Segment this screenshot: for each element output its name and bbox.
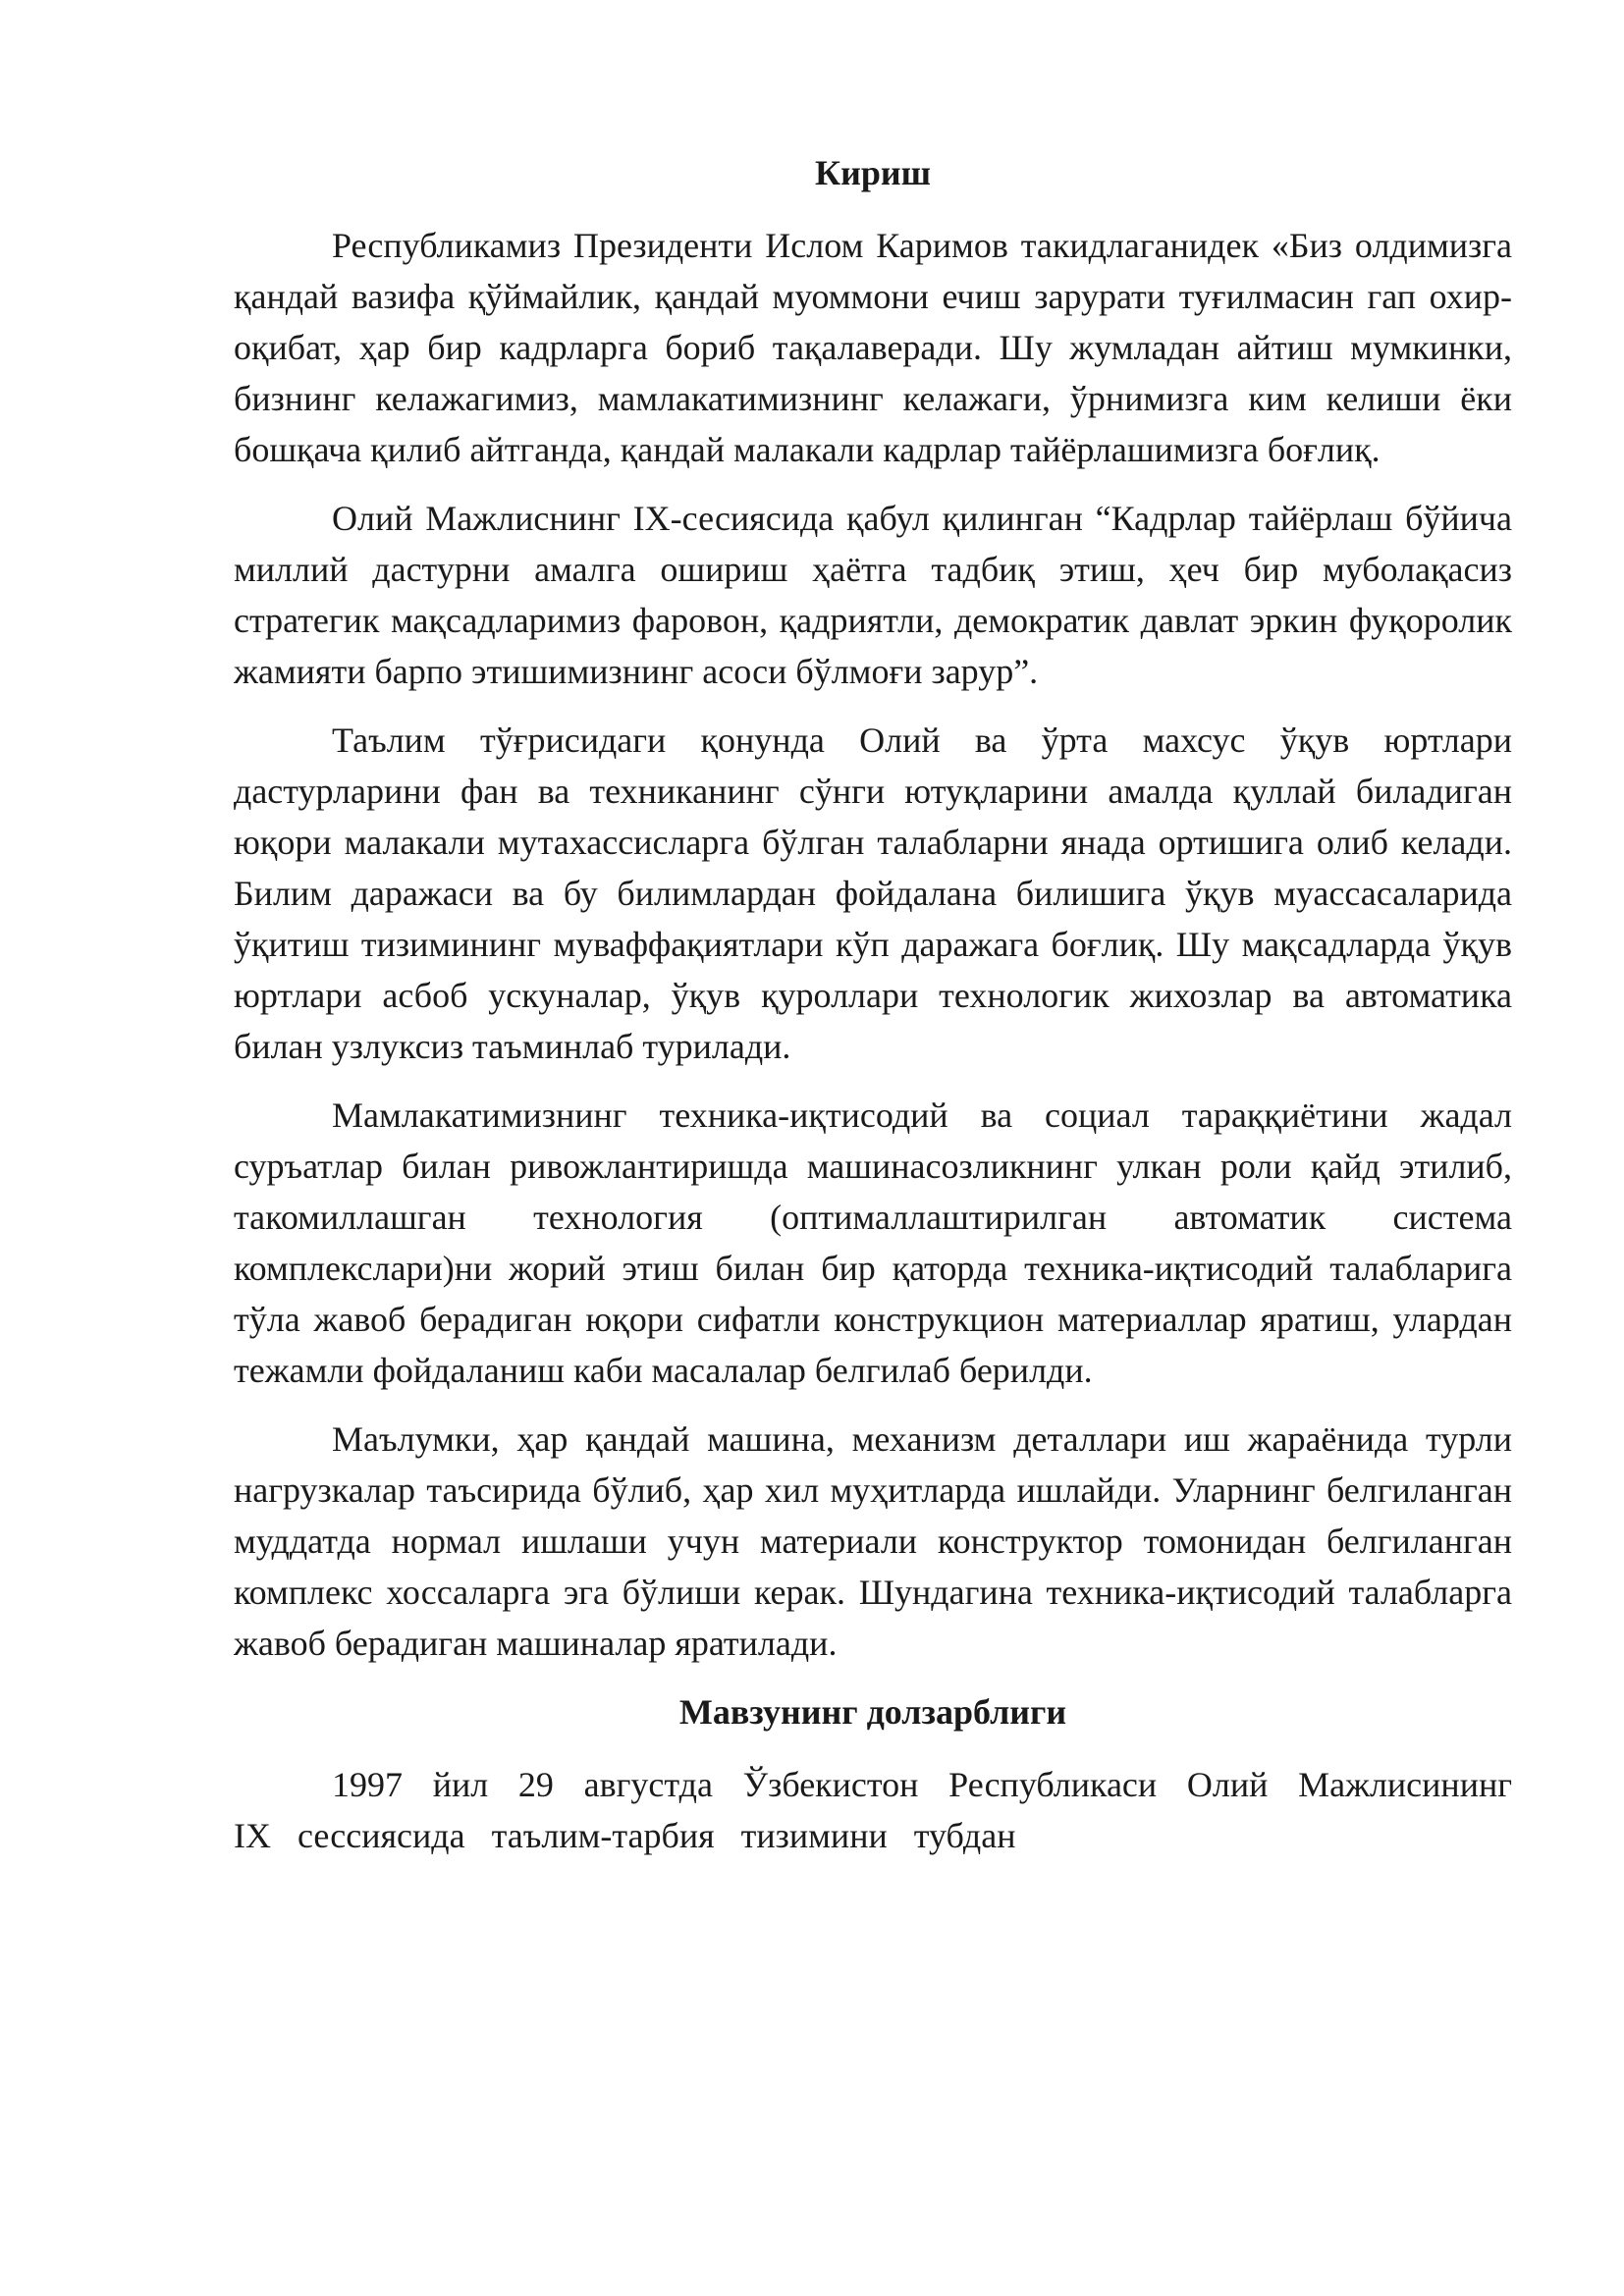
paragraph-president-quote: Республикамиз Президенти Ислом Каримов такидлаганидек «Биз олдимизга қандай вазифа қўймайлик, қандай муоммони ечиш зарурати туғилмасин гап охир-оқибат, ҳар бир кадрларга бориб тақалаверади. Шу жумладан айтиш мумкинки, бизнинг келажагимиз, мамлакатимизнинг келажаги, ўрнимизга ким келиши ёки бошқача қилиб айтганда, қандай малакали кадрлар тайёрлашимизга боғлиқ. (234, 226, 1512, 469)
paragraph-oliy-majlis: Олий Мажлиснинг IX-сесиясида қабул қилинган “Кадрлар тайёрлаш бўйича миллий дастурни амалга ошириш ҳаётга тадбиқ этиш, ҳеч бир муболақасиз стратегик мақсадларимиз фаровон, қадриятли, демократик давлат эркин фуқоролик жамияти барпо этишимизнинг асоси бўлмоғи зарур”. (234, 499, 1512, 691)
document-body (234, 147, 1512, 1861)
paragraph-topic-relevance: 1997 йил 29 августда Ўзбекистон Республикаси Олий Мажлисининг IX сессиясида таълим-тарбия тизимини тубдан (234, 1765, 1512, 1855)
paragraph-education-law: Таълим тўғрисидаги қонунда Олий ва ўрта махсус ўқув юртлари дастурларини фан ва техниканинг сўнги ютуқларини амалда қуллай биладиган юқори малакали мутахассисларга бўлган талабларни янада ортишига олиб келади. Билим даражаси ва бу билимлардан фойдалана билишига ўқув муассасаларида ўқитиш тизимининг муваффақиятлари кўп даражага боғлиқ. Шу мақсадларда ўқув юртлари асбоб ускуналар, ўқув қуроллари технологик жихозлар ва автоматика билан узлуксиз таъминлаб турилади. (234, 721, 1512, 1066)
intro-heading: Кириш (814, 153, 931, 192)
paragraph-machine-building: Мамлакатимизнинг техника-иқтисодий ва социал тараққиётини жадал суръатлар билан ривожлантиришда машинасозликнинг улкан роли қайд этилиб, такомиллашган технология (оптималлаштирилган автоматик система комплекслари)ни жорий этиш билан бир қаторда техника-иқтисодий талабларига тўла жавоб берадиган юқори сифатли конструкцион материаллар яратиш, улардан тежамли фойдаланиш каби масалалар белгилаб берилди. (234, 1095, 1512, 1390)
paragraph-machine-details: Маълумки, ҳар қандай машина, механизм деталлари иш жараёнида турли нагрузкалар таъсирида бўлиб, ҳар хил муҳитларда ишлайди. Уларнинг белгиланган муддатда нормал ишлаши учун материали конструктор томонидан белгиланган комплекс хоссаларга эга бўлиши керак. Шундагина техника-иқтисодий талабларга жавоб берадиган машиналар яратилади. (234, 1419, 1512, 1663)
topic-heading: Мавзунинг долзарблиги (678, 1692, 1067, 1732)
